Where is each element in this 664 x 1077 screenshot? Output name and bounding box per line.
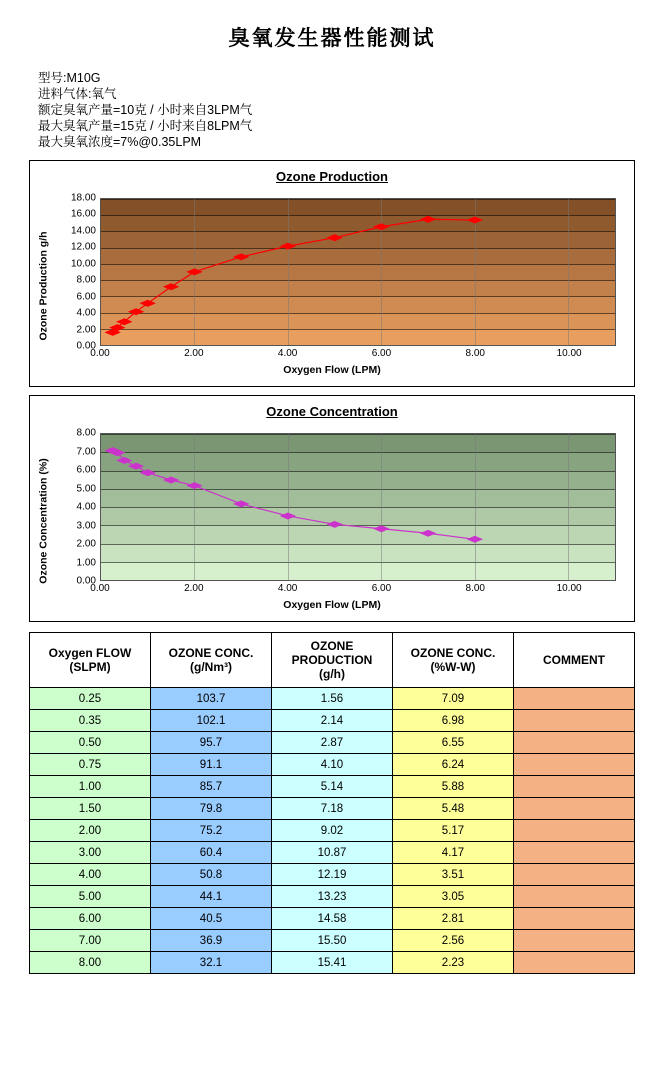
table-cell: 2.00 (30, 820, 151, 842)
y-axis-ticks (52, 192, 98, 352)
x-tick-label: 2.00 (184, 348, 204, 359)
table-cell: 3.00 (30, 842, 151, 864)
table-cell: 14.58 (272, 908, 393, 930)
table-cell: 15.41 (272, 952, 393, 974)
x-tick-label: 4.00 (277, 348, 298, 359)
table-cell: 2.81 (393, 908, 514, 930)
table-cell: 7.00 (30, 930, 151, 952)
x-axis-label: Oxygen Flow (LPM) (283, 599, 381, 611)
table-cell (514, 886, 635, 908)
table-cell: 0.50 (30, 732, 151, 754)
table-cell: 5.14 (272, 776, 393, 798)
table-cell: 7.09 (393, 688, 514, 710)
table-cell (514, 842, 635, 864)
table-cell: 6.24 (393, 754, 514, 776)
y-tick-label: 4.00 (76, 501, 96, 513)
table-cell: 40.5 (151, 908, 272, 930)
table-cell: 85.7 (151, 776, 272, 798)
y-axis-label: Ozone Concentration (%) (38, 458, 51, 584)
y-tick-label: 8.00 (76, 427, 96, 439)
table-cell: 60.4 (151, 842, 272, 864)
table-row (30, 952, 635, 974)
table-cell (514, 798, 635, 820)
table-cell: 6.00 (30, 908, 151, 930)
table-cell: 3.51 (393, 864, 514, 886)
table-header-cell: OZONE PRODUCTION (g/h) (272, 633, 393, 688)
table-cell: 2.23 (393, 952, 514, 974)
table-cell: 5.48 (393, 798, 514, 820)
table-cell (514, 952, 635, 974)
table-cell (514, 688, 635, 710)
table-row (30, 688, 635, 710)
specs-block (38, 70, 664, 150)
table-cell: 7.18 (272, 798, 393, 820)
table-cell: 0.35 (30, 710, 151, 732)
table-cell: 44.1 (151, 886, 272, 908)
y-tick-label: 7.00 (76, 446, 96, 457)
table-row (30, 732, 635, 754)
table-row (30, 798, 635, 820)
y-tick-label: 4.00 (76, 307, 96, 319)
table-cell: 3.05 (393, 886, 514, 908)
table-cell: 102.1 (151, 710, 272, 732)
table-cell: 36.9 (151, 930, 272, 952)
table-cell (514, 930, 635, 952)
x-tick-label: 6.00 (371, 348, 392, 359)
x-tick-label: 10.00 (556, 348, 582, 359)
spec-line: 最大臭氧产量=15克 / 小时来自8LPM气 (38, 119, 253, 133)
y-tick-label: 12.00 (70, 241, 96, 253)
table-row (30, 754, 635, 776)
y-axis-label: Ozone Production g/h (38, 231, 51, 341)
table-row (30, 864, 635, 886)
chart-title: Ozone Production (276, 169, 388, 184)
y-tick-label: 3.00 (76, 520, 96, 531)
table-cell: 15.50 (272, 930, 393, 952)
table-cell: 10.87 (272, 842, 393, 864)
x-tick-label: 4.00 (277, 583, 298, 594)
x-tick-label: 2.00 (184, 583, 204, 594)
table-cell: 2.56 (393, 930, 514, 952)
y-tick-label: 2.00 (76, 538, 96, 550)
table-cell (514, 754, 635, 776)
table-body (30, 688, 635, 974)
y-tick-label: 0.00 (76, 340, 96, 352)
table-cell: 0.25 (30, 688, 151, 710)
x-tick-label: 6.00 (371, 583, 392, 594)
table-header-cell: Oxygen FLOW (SLPM) (30, 633, 151, 688)
table-cell (514, 908, 635, 930)
table-cell: 4.17 (393, 842, 514, 864)
table-cell: 1.00 (30, 776, 151, 798)
table-row (30, 776, 635, 798)
table-cell: 6.55 (393, 732, 514, 754)
y-tick-label: 6.00 (76, 464, 96, 476)
ozone-concentration-chart (29, 395, 635, 622)
table-cell: 1.50 (30, 798, 151, 820)
x-tick-label: 0.00 (90, 583, 110, 594)
series-line (101, 199, 615, 345)
table-cell: 8.00 (30, 952, 151, 974)
table-cell: 2.87 (272, 732, 393, 754)
table-cell: 13.23 (272, 886, 393, 908)
table-cell: 32.1 (151, 952, 272, 974)
table-header-row (30, 633, 635, 688)
y-axis-ticks (52, 427, 98, 587)
table-cell: 91.1 (151, 754, 272, 776)
table-cell: 6.98 (393, 710, 514, 732)
y-tick-label: 8.00 (76, 274, 96, 286)
y-tick-label: 2.00 (76, 324, 96, 336)
table-cell (514, 776, 635, 798)
spec-line: 进料气体:氧气 (38, 87, 117, 101)
y-tick-label: 16.00 (70, 208, 96, 220)
y-tick-label: 6.00 (76, 291, 96, 303)
y-tick-label: 0.00 (76, 575, 96, 587)
y-tick-label: 5.00 (76, 483, 96, 494)
y-tick-label: 1.00 (76, 557, 96, 568)
table-header-cell: OZONE CONC. (%W-W) (393, 633, 514, 688)
table-cell: 75.2 (151, 820, 272, 842)
table-cell: 0.75 (30, 754, 151, 776)
x-tick-label: 0.00 (90, 348, 110, 359)
table-header-cell: COMMENT (514, 633, 635, 688)
table-cell (514, 732, 635, 754)
table-cell: 9.02 (272, 820, 393, 842)
y-tick-label: 10.00 (70, 258, 96, 270)
measurements-table (29, 632, 635, 974)
table-row (30, 908, 635, 930)
spec-line: 额定臭氧产量=10克 / 小时来自3LPM气 (38, 103, 253, 117)
table-cell: 4.00 (30, 864, 151, 886)
table-row (30, 886, 635, 908)
spec-line: 型号:M10G (38, 71, 101, 85)
table-row (30, 820, 635, 842)
table-cell: 2.14 (272, 710, 393, 732)
ozone-production-chart (29, 160, 635, 387)
table-cell: 103.7 (151, 688, 272, 710)
x-tick-label: 8.00 (465, 583, 485, 594)
table-cell: 5.17 (393, 820, 514, 842)
plot-area (100, 433, 616, 581)
table-cell (514, 864, 635, 886)
table-row (30, 842, 635, 864)
table-cell: 5.00 (30, 886, 151, 908)
x-tick-label: 10.00 (556, 583, 582, 594)
table-cell: 79.8 (151, 798, 272, 820)
y-tick-label: 14.00 (70, 225, 96, 237)
table-cell: 12.19 (272, 864, 393, 886)
table-cell (514, 820, 635, 842)
table-cell: 5.88 (393, 776, 514, 798)
table-header-cell: OZONE CONC. (g/Nm³) (151, 633, 272, 688)
x-axis-label: Oxygen Flow (LPM) (283, 364, 381, 376)
plot-area (100, 198, 616, 346)
table-row (30, 930, 635, 952)
x-tick-label: 8.00 (465, 348, 485, 359)
table-cell (514, 710, 635, 732)
x-axis-ticks (90, 348, 616, 362)
series-line (101, 434, 615, 580)
table-row (30, 710, 635, 732)
table-cell: 95.7 (151, 732, 272, 754)
table-cell: 4.10 (272, 754, 393, 776)
page-title: 臭氧发生器性能测试 (228, 27, 436, 50)
table-cell: 50.8 (151, 864, 272, 886)
x-axis-ticks (90, 583, 616, 597)
chart-title: Ozone Concentration (266, 404, 398, 419)
y-tick-label: 18.00 (70, 192, 96, 204)
table-cell: 1.56 (272, 688, 393, 710)
spec-line: 最大臭氧浓度=7%@0.35LPM (38, 135, 202, 149)
